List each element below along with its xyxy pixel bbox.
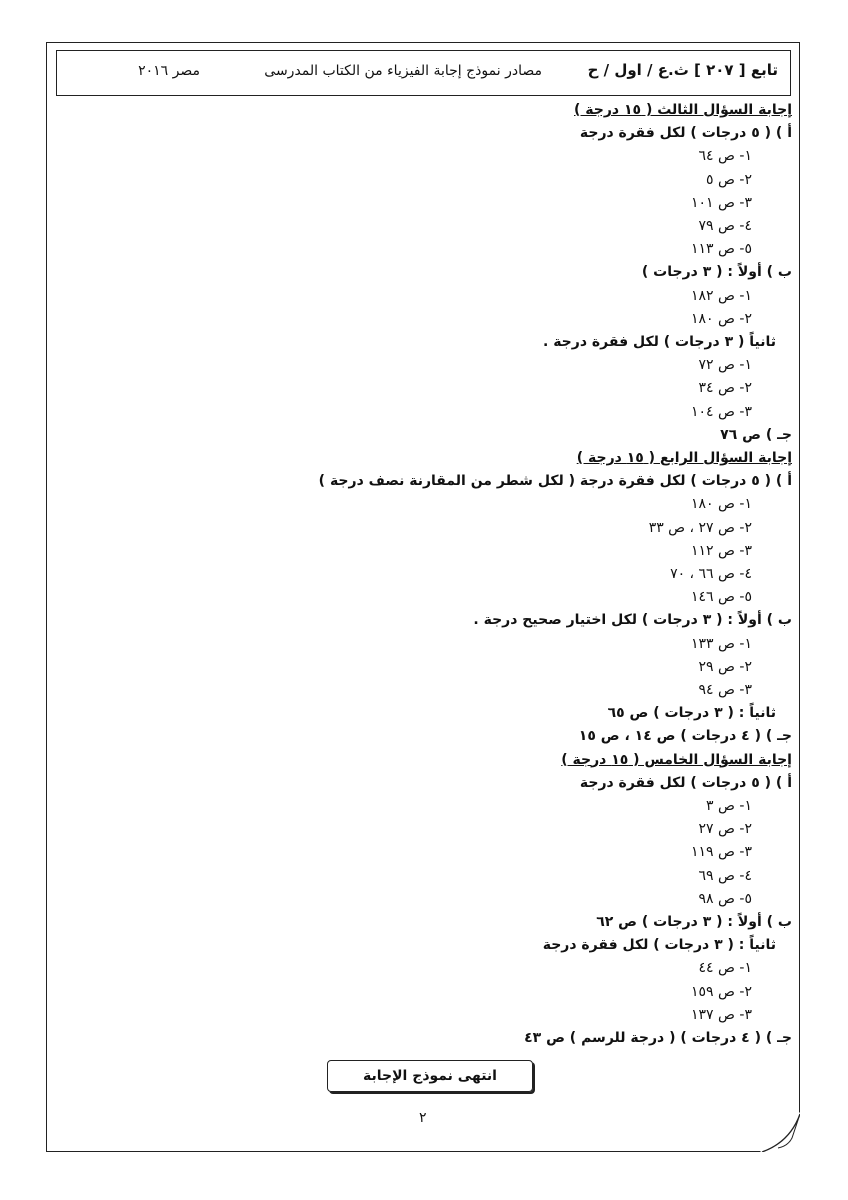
answer-item: ٢- ص ٥ <box>706 171 752 188</box>
answer-part: ب ) أولاً : ( ٣ درجات ) ص ٦٢ <box>596 914 792 930</box>
header-country-year: مصر ٢٠١٦ <box>138 63 200 79</box>
end-of-answers-label: انتهى نموذج الإجابة <box>363 1068 497 1084</box>
answer-item: ٢- ص ٢٧ <box>698 821 752 838</box>
answer-item: ٤- ص ٦٩ <box>698 867 752 884</box>
answer-item: ٢- ص ١٥٩ <box>691 983 752 1000</box>
section-heading: إجابة السؤال الرابع ( ١٥ درجة ) <box>576 450 792 466</box>
answer-part: ثانياً : ( ٣ درجات ) لكل فقرة درجة <box>542 937 776 954</box>
answer-item: ١- ص ١٣٣ <box>691 635 752 652</box>
page-curl-icon <box>760 1112 800 1152</box>
answer-part: ثانياً ( ٣ درجات ) لكل فقرة درجة . <box>543 334 776 350</box>
answer-part: أ ) ( ٥ درجات ) لكل فقرة درجة ( لكل شطر من المقارنة نصف درجة ) <box>318 473 792 490</box>
answer-item: ٥- ص ٩٨ <box>698 890 752 907</box>
header-title: مصادر نموذج إجابة الفيزياء من الكتاب المدرسى <box>264 63 542 79</box>
answer-item: ٤- ص ٧٩ <box>698 218 752 234</box>
answer-item: ٤- ص ٦٦ ، ٧٠ <box>670 566 752 582</box>
answer-item: ٣- ص ١١٢ <box>691 542 752 559</box>
answer-item: ٢- ص ٣٤ <box>698 380 752 397</box>
answer-part: ب ) أولاً : ( ٣ درجات ) لكل اختيار صحيح درجة . <box>473 612 792 629</box>
answer-item: ٣- ص ٩٤ <box>698 682 752 698</box>
section-heading: إجابة السؤال الثالث ( ١٥ درجة ) <box>574 102 792 118</box>
answer-item: ٢- ص ١٨٠ <box>691 310 752 327</box>
answer-part: جـ ) ص ٧٦ <box>720 426 792 443</box>
end-of-answers-box <box>327 1060 533 1092</box>
answer-part: جـ ) ( ٤ درجات ) ص ١٤ ، ص ١٥ <box>578 728 792 745</box>
answer-part: أ ) ( ٥ درجات ) لكل فقرة درجة <box>579 774 792 791</box>
answer-item: ٣- ص ١١٩ <box>691 844 752 861</box>
answer-item: ٥- ص ١٤٦ <box>691 589 752 606</box>
answer-item: ١- ص ٧٢ <box>698 357 752 374</box>
answer-part: جـ ) ( ٤ درجات ) ( درجة للرسم ) ص ٤٣ <box>524 1030 792 1046</box>
page-number: ٢ <box>419 1110 427 1126</box>
answer-item: ٢- ص ٢٩ <box>698 658 752 675</box>
answer-part: ثانياً : ( ٣ درجات ) ص ٦٥ <box>607 705 776 722</box>
section-heading: إجابة السؤال الخامس ( ١٥ درجة ) <box>561 751 792 768</box>
answer-item: ١- ص ١٨٢ <box>691 287 752 304</box>
answer-item: ١- ص ١٨٠ <box>691 496 752 513</box>
page-border <box>46 42 800 1152</box>
answer-item: ١- ص ٣ <box>706 798 752 814</box>
answer-item: ٢- ص ٢٧ ، ص ٣٣ <box>648 519 752 536</box>
answer-item: ١- ص ٦٤ <box>698 148 752 165</box>
answer-item: ٣- ص ١٣٧ <box>691 1006 752 1023</box>
answer-item: ١- ص ٤٤ <box>698 960 752 977</box>
exam-code: تابع [ ٢٠٧ ] ث.ع / اول / ح <box>587 61 778 79</box>
answer-part: ب ) أولاً : ( ٣ درجات ) <box>641 264 792 281</box>
answer-item: ٣- ص ١٠٤ <box>691 403 752 420</box>
answer-item: ٥- ص ١١٣ <box>691 241 752 258</box>
answer-item: ٣- ص ١٠١ <box>691 194 752 211</box>
answer-part: أ ) ( ٥ درجات ) لكل فقرة درجة <box>579 125 792 142</box>
page-header <box>56 50 791 96</box>
